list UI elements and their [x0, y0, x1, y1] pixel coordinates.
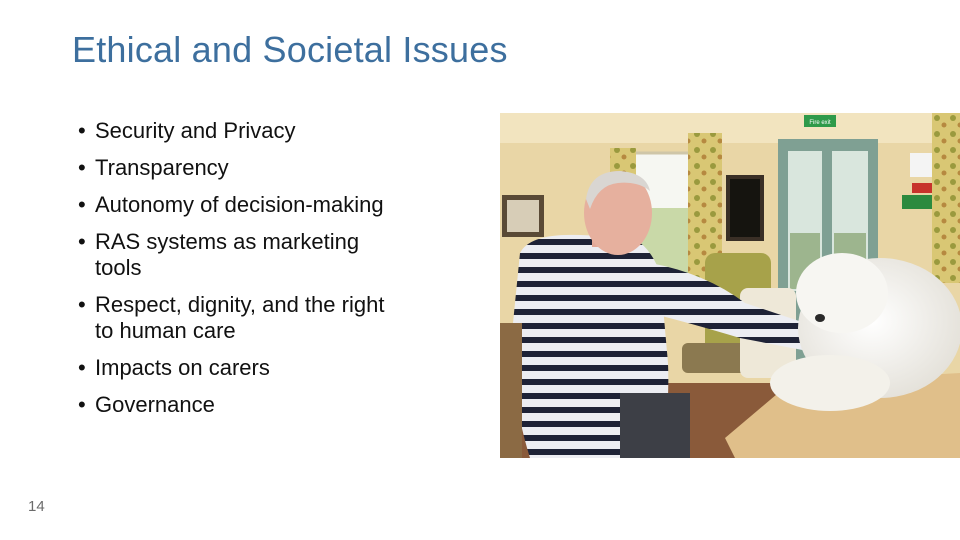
bullet-marker: • [78, 118, 86, 143]
bullet-marker: • [78, 155, 86, 180]
bullet-marker: • [78, 392, 86, 417]
slide-title: Ethical and Societal Issues [72, 29, 508, 70]
bullet-item [78, 355, 408, 381]
bullet-marker: • [78, 229, 86, 254]
bullet-text: Impacts on carers [95, 355, 270, 380]
bullet-marker: • [78, 292, 86, 317]
bullet-item [78, 292, 408, 344]
bullet-item [78, 229, 408, 281]
bullet-text: RAS systems as marketing tools [95, 229, 360, 280]
bullet-marker: • [78, 355, 86, 380]
bullet-item [78, 192, 408, 218]
bullet-text: Governance [95, 392, 215, 417]
page-number: 14 [28, 498, 45, 515]
photo-elderly-man-with-robot-seal [500, 113, 960, 458]
bullet-item [78, 118, 408, 144]
exit-sign-text: Fire exit [809, 120, 831, 126]
bullet-item [78, 392, 408, 418]
bullet-list [78, 118, 408, 429]
bullet-text: Transparency [95, 155, 229, 180]
bullet-text: Autonomy of decision-making [95, 192, 384, 217]
bullet-item [78, 155, 408, 181]
bullet-text: Respect, dignity, and the right to human care [95, 292, 385, 343]
bullet-marker: • [78, 192, 86, 217]
bullet-text: Security and Privacy [95, 118, 296, 143]
photo-illustration [500, 113, 960, 458]
